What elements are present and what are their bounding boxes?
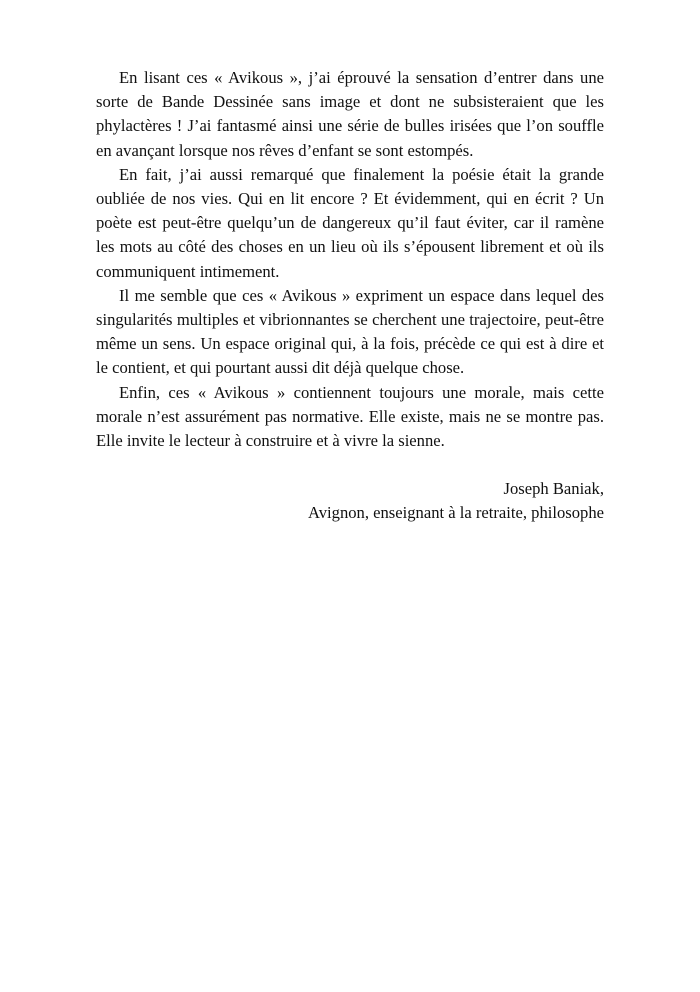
signature-name: Joseph Baniak, <box>503 479 604 499</box>
signature-details: Avignon, enseignant à la retraite, philosophe <box>308 503 604 523</box>
document-page <box>96 66 604 526</box>
paragraph-1: En lisant ces « Avikous », j’ai éprouvé la sensation d’entrer dans une sorte de Bande Dessinée sans image et dont ne subsisteraient que les phylactères ! J’ai fantasmé ainsi une série de bulles irisées que l’on souffle en avançant lorsque nos rêves d’enfant se sont estompés. <box>96 68 604 160</box>
paragraph-3: Il me semble que ces « Avikous » expriment un espace dans lequel des singularités multiples et vibrionnantes se cherchent une trajectoire, peut-être même un sens. Un espace original qui, à la fois, précède ce qui est à dire et le contient, et qui pourtant aussi dit déjà quelque chose. <box>96 285 604 378</box>
paragraph-4: Enfin, ces « Avikous » contiennent toujours une morale, mais cette morale n’est assurément pas normative. Elle existe, mais ne se montre pas. Elle invite le lecteur à construire et à vivre la sienne. <box>96 382 604 451</box>
signature-block <box>96 477 604 525</box>
paragraph-2: En fait, j’ai aussi remarqué que finalement la poésie était la grande oubliée de nos vies. Qui en lit encore ? Et évidemment, qui en écrit ? Un poète est peut-être quelqu’un de dangereux qu’il faut éviter, car il ramène les mots au côté des choses en un lieu où ils s’épousent librement et où ils communiquent intimement. <box>96 164 604 281</box>
